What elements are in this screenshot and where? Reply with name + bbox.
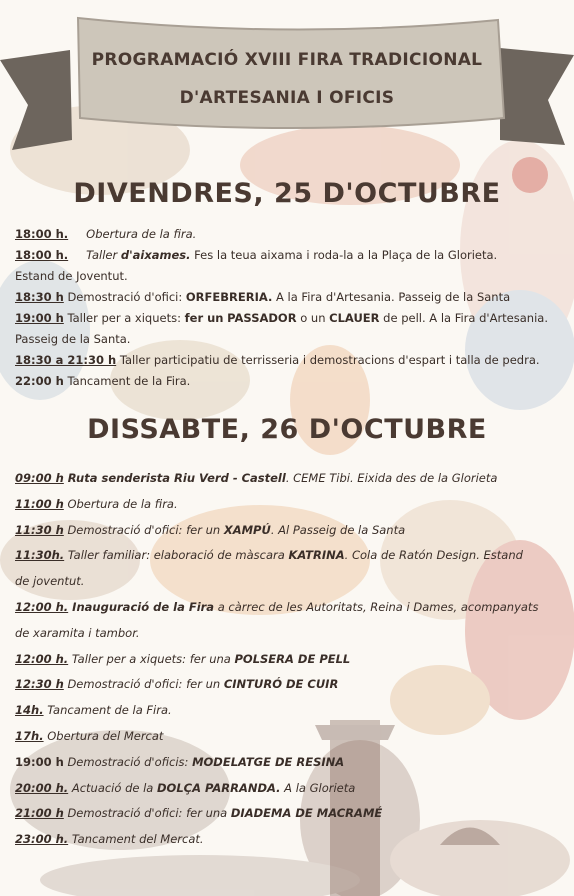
list-item: 18:30 h Demostració d'ofici: ORFEBRERIA. A la Fira d'Artesania. Passeig de la Santa	[15, 290, 511, 304]
list-item: 18:30 a 21:30 h Taller participatiu de terrisseria i demostracions d'espart i talla de pedra.	[15, 353, 540, 367]
banner-title-line1: PROGRAMACIÓ XVIII FIRA TRADICIONAL	[91, 50, 483, 70]
list-item: 20:00 h. Actuació de la DOLÇA PARRANDA. A la Glorieta	[15, 780, 356, 795]
saturday-schedule	[15, 466, 567, 853]
list-item: 12:30 h Demostració d'ofici: fer un CINTURÓ DE CUIR	[15, 677, 339, 692]
list-item: Estand de Joventut.	[15, 269, 128, 283]
list-item: 11:30h. Taller familiar: elaboració de màscara KATRINA. Cola de Ratón Design. Estand	[15, 548, 523, 563]
list-item: 21:00 h Demostració d'ofici: fer una DIADEMA DE MACRAMÉ	[15, 806, 383, 821]
banner-title-line2: D'ARTESANIA I OFICIS	[179, 88, 395, 108]
list-item: 18:00 h. Obertura de la fira.	[15, 227, 197, 241]
list-item: 18:00 h. Taller d'aixames. Fes la teua aixama i roda-la a la Plaça de la Glorieta.	[15, 248, 498, 262]
list-item: Passeig de la Santa.	[15, 332, 131, 346]
list-item: 23:00 h. Tancament del Mercat.	[15, 832, 204, 847]
list-item: 17h. Obertura del Mercat	[15, 728, 164, 743]
saturday-heading: DISSABTE, 26 D'OCTUBRE	[87, 414, 487, 445]
friday-heading: DIVENDRES, 25 D'OCTUBRE	[73, 178, 501, 209]
list-item: 12:00 h. Taller per a xiquets: fer una POLSERA DE PELL	[15, 651, 351, 666]
list-item: de xaramita i tambor.	[15, 625, 140, 640]
list-item: 19:00 h Taller per a xiquets: fer un PASSADOR o un CLAUER de pell. A la Fira d'Artesania.	[15, 311, 548, 325]
list-item: 12:00 h. Inauguració de la Fira a càrrec de les Autoritats, Reina i Dames, acompanyats	[15, 599, 539, 614]
list-item: 14h. Tancament de la Fira.	[15, 703, 172, 718]
list-item: 11:30 h Demostració d'ofici: fer un XAMPÚ. Al Passeig de la Santa	[15, 522, 406, 537]
list-item: 09:00 h Ruta senderista Riu Verd - Castell. CEME Tibi. Eixida des de la Glorieta	[15, 471, 498, 485]
list-item: 11:00 h Obertura de la fira.	[15, 496, 178, 511]
list-item: 22:00 h Tancament de la Fira.	[15, 374, 191, 388]
friday-schedule	[15, 224, 567, 392]
list-item: de joventut.	[15, 574, 85, 589]
list-item: 19:00 h Demostració d'oficis: MODELATGE DE RESINA	[15, 754, 345, 769]
title-ribbon	[0, 0, 574, 170]
